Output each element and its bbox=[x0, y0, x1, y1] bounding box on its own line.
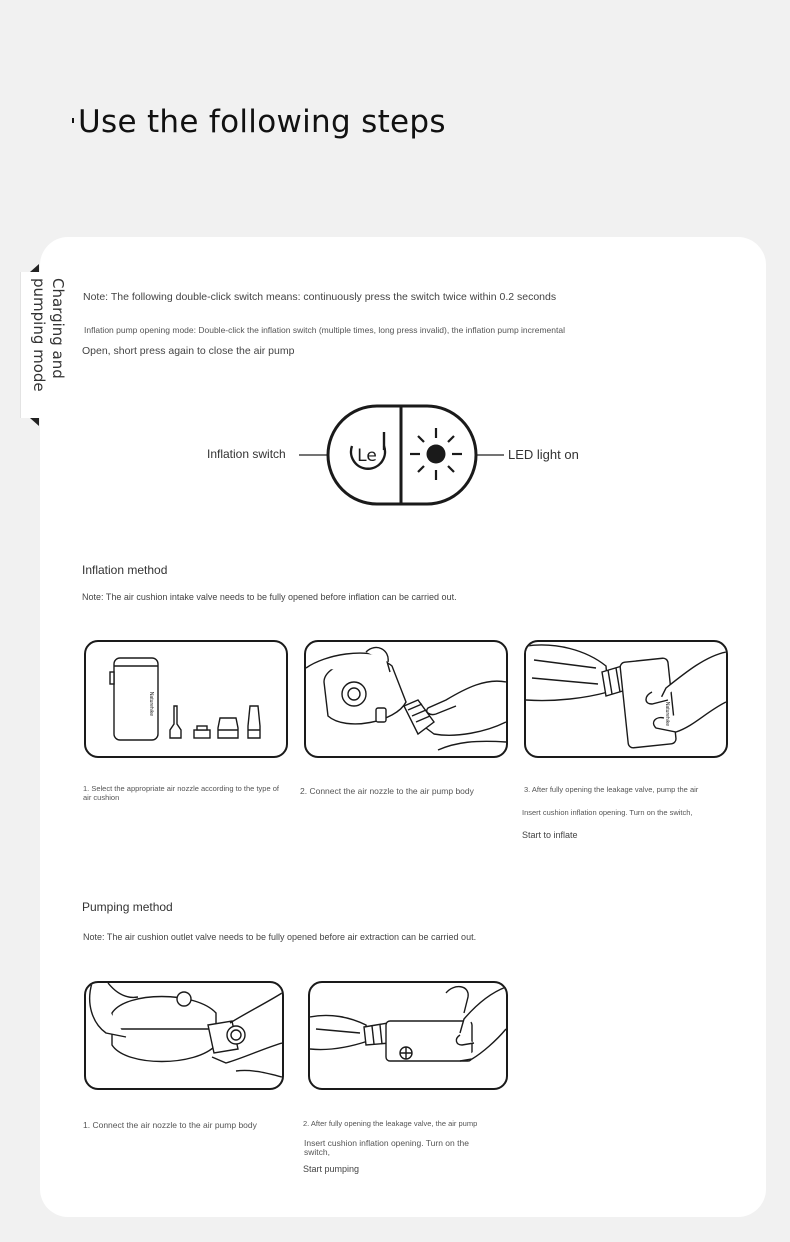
button-glyph: Le bbox=[357, 446, 377, 466]
title-marker bbox=[72, 118, 74, 123]
note-close: Open, short press again to close the air pump bbox=[82, 345, 295, 357]
inflation-heading: Inflation method bbox=[82, 563, 168, 577]
inflation-step-3-caption-2: Insert cushion inflation opening. Turn on the switch, bbox=[522, 808, 693, 817]
inflation-step-3-caption-3: Start to inflate bbox=[522, 830, 578, 840]
tab-corner-bottom bbox=[30, 418, 39, 426]
pumping-step-1-caption: 1. Connect the air nozzle to the air pump body bbox=[83, 1120, 257, 1130]
brand-label: Naturehike bbox=[148, 691, 154, 717]
switch-diagram bbox=[296, 402, 506, 510]
hands-attaching-nozzle-illustration bbox=[86, 983, 282, 1088]
side-tab bbox=[20, 272, 69, 418]
side-tab-label: Charging and pumping mode bbox=[30, 278, 67, 392]
pump-step-image-deflate bbox=[308, 981, 508, 1090]
inflation-step-2-caption: 2. Connect the air nozzle to the air pump body bbox=[300, 786, 474, 796]
note-double-click: Note: The following double-click switch means: continuously press the switch twice within 0.2 seconds bbox=[83, 291, 557, 303]
inflation-switch-label: Inflation switch bbox=[207, 447, 286, 461]
hand-deflating-cushion-illustration bbox=[310, 983, 506, 1088]
page-title: Use the following steps bbox=[78, 104, 446, 140]
inflation-note: Note: The air cushion intake valve needs to be fully opened before inflation can be carried out. bbox=[82, 592, 457, 602]
hands-connecting-nozzle-illustration bbox=[306, 642, 506, 756]
inflation-step-3-caption-1: 3. After fully opening the leakage valve, pump the air bbox=[524, 785, 699, 794]
pumping-heading: Pumping method bbox=[82, 900, 173, 914]
brand-label-2: Naturehike bbox=[664, 701, 670, 727]
hand-inflating-cushion-illustration bbox=[526, 642, 726, 756]
note-opening-mode: Inflation pump opening mode: Double-click the inflation switch (multiple times, long press invalid), the inflation pump incremental bbox=[84, 325, 565, 335]
inflation-step-1-caption: 1. Select the appropriate air nozzle according to the type of air cushion bbox=[83, 784, 279, 802]
pumping-step-2-caption-2: Insert cushion inflation opening. Turn on the switch, bbox=[304, 1138, 469, 1157]
pump-step-image-attach bbox=[84, 981, 284, 1090]
step-image-inflate bbox=[524, 640, 728, 758]
pumping-step-2-caption-1: 2. After fully opening the leakage valve, the air pump bbox=[303, 1119, 478, 1128]
pumping-step-2-caption-3: Start pumping bbox=[303, 1164, 360, 1174]
led-light-label: LED light on bbox=[508, 447, 579, 462]
pumping-note: Note: The air cushion outlet valve needs to be fully opened before air extraction can be carried out. bbox=[83, 932, 477, 942]
step-image-connect bbox=[304, 640, 508, 758]
tab-corner-top bbox=[30, 264, 39, 272]
pump-and-nozzles-illustration bbox=[86, 642, 286, 756]
step-image-nozzles bbox=[84, 640, 288, 758]
